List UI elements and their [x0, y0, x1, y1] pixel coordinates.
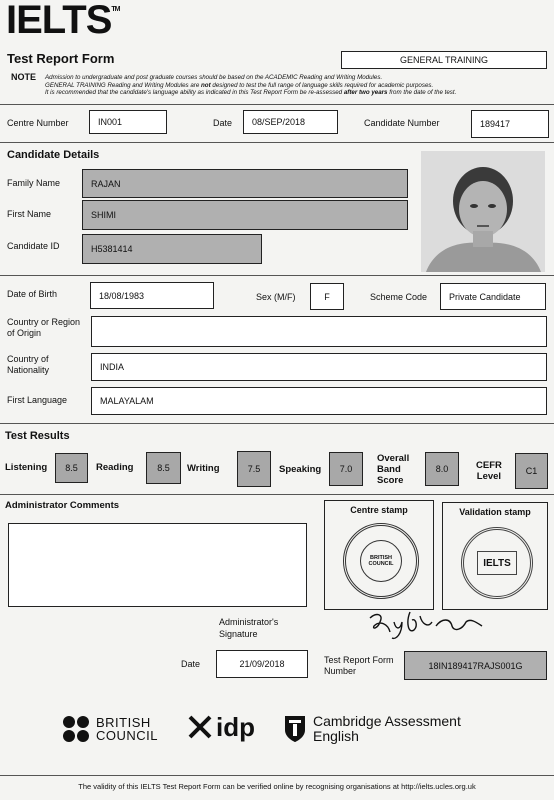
issue-date-field: 21/09/2018: [216, 650, 308, 678]
administrator-comments-label: Administrator Comments: [5, 500, 120, 511]
divider: [0, 142, 554, 143]
speaking-score: 7.0: [329, 452, 363, 486]
person-silhouette-icon: [421, 151, 545, 272]
form-title: Test Report Form: [7, 51, 115, 66]
first-name-field: SHIMI: [82, 200, 408, 230]
candidate-id-label: Candidate ID: [7, 241, 60, 251]
validation-stamp-frame: [442, 502, 548, 610]
centre-stamp: [343, 523, 419, 599]
idp-mark-icon: [186, 713, 214, 743]
first-language-field: MALAYALAM: [91, 387, 547, 415]
cambridge-line1: Cambridge Assessment: [313, 713, 461, 729]
validation-stamp-label: Validation stamp: [459, 507, 531, 517]
british-council-dots-icon: [62, 715, 90, 743]
administrator-comments-field: [8, 523, 307, 607]
dob-field: 18/08/1983: [90, 282, 214, 309]
trf-number-label: Test Report Form Number: [324, 655, 394, 676]
cefr-level-label: CEFR Level: [476, 460, 502, 482]
centre-number-field: IN001: [89, 110, 167, 134]
scheme-code-label: Scheme Code: [370, 292, 428, 302]
candidate-id-field: H5381414: [82, 234, 262, 264]
bc-stamp-text: BRITISH COUNCIL: [360, 540, 402, 582]
overall-band-label: Overall Band Score: [377, 453, 410, 486]
divider: [0, 423, 554, 424]
divider: [0, 104, 554, 105]
module-value: GENERAL TRAINING: [399, 55, 489, 65]
test-date-field: 08/SEP/2018: [243, 110, 338, 134]
divider: [0, 275, 554, 276]
sex-field: F: [310, 283, 344, 310]
dob-label: Date of Birth: [7, 289, 58, 299]
signature-label: Administrator's Signature: [219, 617, 279, 639]
family-name-field: RAJAN: [82, 169, 408, 198]
test-results-title: Test Results: [5, 430, 70, 442]
cefr-level-score: C1: [515, 453, 548, 489]
first-name-label: First Name: [7, 209, 52, 219]
centre-stamp-frame: [324, 500, 434, 610]
listening-score: 8.5: [55, 453, 88, 483]
module-box: [341, 51, 547, 69]
idp-text: idp: [216, 712, 255, 742]
note-text: Admission to undergraduate and post graduate courses should be based on the ACADEMIC Reading and Writing Modules. GENERAL TRAINING Reading and Writing Modules are not designed to test the full range of language skills required for academic purposes. It is recommended that the candidate's language ability as indicated in this Test Report Form be re-assessed after two years from the date of the test.: [45, 74, 457, 96]
validity-note: The validity of this IELTS Test Report Form can be verified online by recognising organisations at http://ielts.ucles.org.uk: [78, 782, 476, 791]
divider: [0, 775, 554, 776]
overall-band-score: 8.0: [425, 452, 459, 486]
cambridge-logo: [283, 714, 461, 744]
signature: [366, 608, 486, 647]
centre-stamp-label: Centre stamp: [350, 505, 408, 515]
candidate-number-label: Candidate Number: [364, 118, 440, 128]
cambridge-line2: English: [313, 728, 359, 744]
nationality-label: Country of Nationality: [7, 354, 50, 375]
candidate-number-field: 189417: [471, 110, 549, 138]
candidate-photo: [421, 151, 545, 272]
scheme-code-field: Private Candidate: [440, 283, 546, 310]
validation-stamp: [461, 527, 533, 599]
trademark: TM: [111, 6, 120, 13]
issue-date-label: Date: [181, 659, 201, 669]
writing-score: 7.5: [237, 451, 271, 487]
ielts-stamp-text: IELTS: [477, 551, 517, 575]
bc-line2: COUNCIL: [96, 728, 159, 743]
reading-score: 8.5: [146, 452, 181, 484]
idp-logo: [186, 712, 255, 743]
note-label: NOTE: [11, 72, 37, 82]
trf-number-field: 18IN189417RAJS001G: [404, 651, 547, 680]
cambridge-shield-icon: [283, 714, 307, 744]
divider: [0, 494, 554, 495]
writing-label: Writing: [187, 463, 220, 474]
centre-number-label: Centre Number: [7, 118, 69, 128]
candidate-details-title: Candidate Details: [7, 149, 100, 161]
family-name-label: Family Name: [7, 178, 61, 188]
british-council-logo: [62, 715, 158, 743]
listening-label: Listening: [5, 462, 48, 473]
ielts-logo: IELTS™: [6, 0, 120, 42]
test-date-label: Date: [213, 118, 233, 128]
origin-label: Country or Region of Origin: [7, 317, 81, 338]
signature-icon: [366, 608, 486, 642]
first-language-label: First Language: [7, 395, 68, 405]
sex-label: Sex (M/F): [256, 292, 296, 302]
reading-label: Reading: [96, 462, 134, 473]
origin-field: [91, 316, 547, 347]
bc-line1: BRITISH: [96, 715, 151, 730]
speaking-label: Speaking: [279, 464, 322, 475]
nationality-field: INDIA: [91, 353, 547, 381]
